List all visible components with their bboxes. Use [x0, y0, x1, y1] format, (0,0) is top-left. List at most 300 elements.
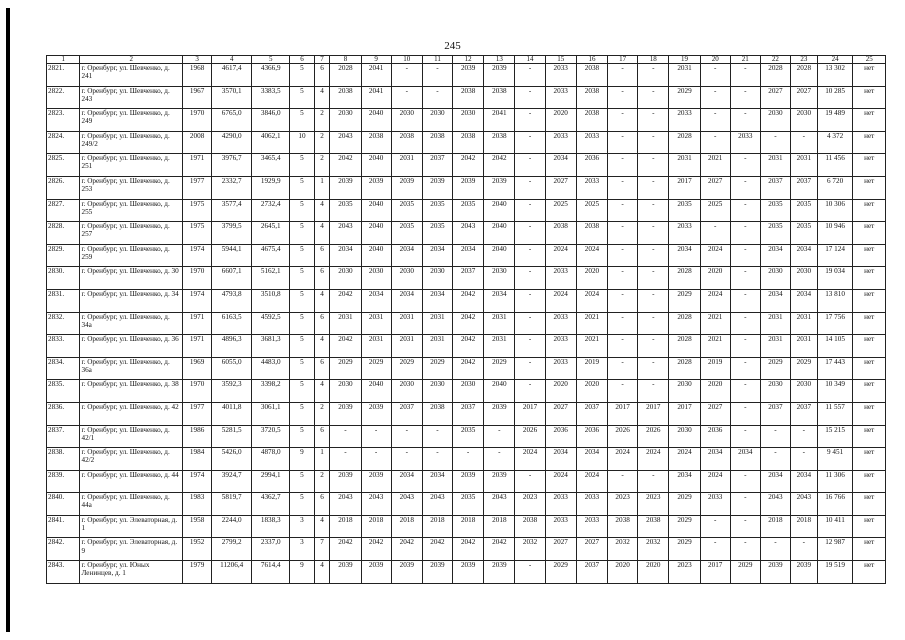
row-number: 2840. — [47, 493, 80, 516]
table-cell: 2028 — [669, 131, 700, 154]
table-cell: - — [608, 176, 638, 199]
table-cell: нет — [853, 312, 886, 335]
table-cell: 2034 — [576, 448, 607, 471]
table-cell: 2039 — [760, 561, 790, 584]
table-cell: - — [391, 448, 422, 471]
table-cell: 2031 — [484, 335, 515, 358]
table-cell: 2039 — [484, 561, 515, 584]
table-cell: 2032 — [515, 538, 545, 561]
table-cell: 10 306 — [817, 199, 853, 222]
table-cell: 2029 — [669, 493, 700, 516]
table-cell: 2017 — [700, 561, 730, 584]
table-cell: - — [730, 289, 760, 312]
table-cell: 2043 — [330, 222, 361, 245]
table-cell: 10 946 — [817, 222, 853, 245]
table-cell: 2033 — [700, 493, 730, 516]
table-cell: 2020 — [576, 267, 607, 290]
table-cell: 2025 — [700, 199, 730, 222]
table-cell: 2034 — [391, 244, 422, 267]
table-cell: 2034 — [391, 289, 422, 312]
table-cell: 2039 — [453, 561, 484, 584]
table-cell: - — [730, 244, 760, 267]
table-cell: 1967 — [183, 86, 212, 109]
table-cell: - — [608, 64, 638, 87]
table-cell: 2030 — [330, 109, 361, 132]
table-cell: 3681,3 — [252, 335, 290, 358]
table-cell: нет — [853, 380, 886, 403]
table-cell: 2038 — [576, 86, 607, 109]
table-cell: 2030 — [361, 267, 391, 290]
table-cell: 2038 — [453, 86, 484, 109]
table-cell: 2030 — [330, 267, 361, 290]
table-cell: 10 — [290, 131, 315, 154]
table-cell: 2645,1 — [252, 222, 290, 245]
table-cell: 2008 — [183, 131, 212, 154]
table-cell: - — [515, 470, 545, 493]
table-cell: 2043 — [422, 493, 452, 516]
register-table — [46, 55, 886, 584]
table-cell: 4366,9 — [252, 64, 290, 87]
table-cell: 2034 — [790, 470, 817, 493]
column-number: 5 — [252, 56, 290, 64]
table-cell: - — [638, 176, 669, 199]
column-number: 9 — [361, 56, 391, 64]
table-cell: 1983 — [183, 493, 212, 516]
table-cell: 6 — [314, 244, 330, 267]
table-cell: 2023 — [669, 561, 700, 584]
table-cell: - — [608, 154, 638, 177]
table-cell: - — [790, 448, 817, 471]
column-number: 10 — [391, 56, 422, 64]
table-cell: 2021 — [700, 154, 730, 177]
table-cell: - — [608, 109, 638, 132]
table-cell: 5944,1 — [212, 244, 252, 267]
table-cell: 3 — [290, 538, 315, 561]
table-cell: 2018 — [422, 515, 452, 538]
table-cell: 5 — [290, 199, 315, 222]
table-cell: 3846,0 — [252, 109, 290, 132]
table-row — [47, 470, 886, 493]
table-cell: 2024 — [700, 289, 730, 312]
table-cell: - — [422, 448, 452, 471]
table-cell: 4 — [314, 199, 330, 222]
column-number: 12 — [453, 56, 484, 64]
table-cell: 2038 — [576, 64, 607, 87]
table-cell: - — [730, 425, 760, 448]
table-cell: 5 — [290, 222, 315, 245]
row-number: 2826. — [47, 176, 80, 199]
table-cell: 1986 — [183, 425, 212, 448]
table-cell: 2035 — [391, 222, 422, 245]
table-cell: 1971 — [183, 154, 212, 177]
table-cell: 19 519 — [817, 561, 853, 584]
table-cell: 2043 — [790, 493, 817, 516]
table-cell: 1968 — [183, 64, 212, 87]
table-cell: 4 372 — [817, 131, 853, 154]
table-cell: 2034 — [730, 448, 760, 471]
column-number: 14 — [515, 56, 545, 64]
table-cell: 2030 — [760, 109, 790, 132]
table-cell: - — [700, 64, 730, 87]
table-cell: - — [730, 402, 760, 425]
table-cell: 2033 — [730, 131, 760, 154]
table-cell: - — [638, 86, 669, 109]
column-number: 3 — [183, 56, 212, 64]
table-cell: 5 — [290, 109, 315, 132]
table-cell: - — [515, 131, 545, 154]
table-cell: 4062,1 — [252, 131, 290, 154]
table-row — [47, 402, 886, 425]
table-row — [47, 267, 886, 290]
table-cell: 2026 — [608, 425, 638, 448]
table-cell: 2034 — [422, 470, 452, 493]
table-cell: 2038 — [576, 109, 607, 132]
table-cell: 2037 — [453, 402, 484, 425]
table-cell: 2027 — [576, 538, 607, 561]
table-cell: 2033 — [576, 493, 607, 516]
table-cell: 1977 — [183, 402, 212, 425]
table-cell: 2042 — [453, 289, 484, 312]
table-cell: 2033 — [545, 312, 576, 335]
table-cell: 6765,0 — [212, 109, 252, 132]
table-cell: 2042 — [361, 538, 391, 561]
table-cell: - — [515, 109, 545, 132]
table-cell: 11 306 — [817, 470, 853, 493]
address: г. Оренбург, ул. Элеваторная, д. 9 — [80, 538, 183, 561]
row-number: 2825. — [47, 154, 80, 177]
table-cell: нет — [853, 109, 886, 132]
table-cell: нет — [853, 244, 886, 267]
table-cell: 2034 — [422, 289, 452, 312]
table-cell: - — [638, 64, 669, 87]
table-cell: - — [515, 357, 545, 380]
table-cell: 2018 — [484, 515, 515, 538]
table-cell: 2042 — [453, 312, 484, 335]
table-cell: 2030 — [484, 267, 515, 290]
table-cell: 2042 — [422, 538, 452, 561]
table-cell: 2033 — [669, 222, 700, 245]
table-row — [47, 64, 886, 87]
address: г. Оренбург, ул. Шевченко, д. 42/1 — [80, 425, 183, 448]
table-cell: - — [608, 131, 638, 154]
table-cell: 2035 — [760, 199, 790, 222]
table-cell: 1 — [314, 176, 330, 199]
table-cell: 2038 — [608, 515, 638, 538]
table-cell: 1984 — [183, 448, 212, 471]
table-cell: - — [700, 222, 730, 245]
table-cell: 2028 — [330, 64, 361, 87]
table-cell: - — [515, 289, 545, 312]
table-cell: 14 105 — [817, 335, 853, 358]
table-cell: 2042 — [330, 289, 361, 312]
table-cell: 2039 — [391, 561, 422, 584]
table-cell: 2031 — [330, 312, 361, 335]
table-cell: 2029 — [330, 357, 361, 380]
table-cell: - — [608, 244, 638, 267]
table-cell: 2040 — [361, 380, 391, 403]
row-number: 2828. — [47, 222, 80, 245]
table-cell: 2039 — [484, 470, 515, 493]
table-cell: 2031 — [422, 312, 452, 335]
address: г. Оренбург, ул. Шевченко, д. 259 — [80, 244, 183, 267]
table-cell: 2020 — [576, 380, 607, 403]
table-cell: 2020 — [700, 380, 730, 403]
table-cell: - — [638, 131, 669, 154]
table-cell: 2017 — [669, 176, 700, 199]
table-cell: 2018 — [391, 515, 422, 538]
table-cell: - — [638, 199, 669, 222]
table-cell: 5162,1 — [252, 267, 290, 290]
table-cell: 2033 — [576, 176, 607, 199]
table-cell: 4592,5 — [252, 312, 290, 335]
table-cell: 2039 — [361, 176, 391, 199]
table-cell: 5 — [290, 289, 315, 312]
table-cell: 13 810 — [817, 289, 853, 312]
table-cell: 2031 — [484, 312, 515, 335]
table-row — [47, 515, 886, 538]
table-cell: 2031 — [669, 154, 700, 177]
table-cell: 4896,3 — [212, 335, 252, 358]
table-cell: 2039 — [330, 176, 361, 199]
table-cell: 2035 — [669, 199, 700, 222]
table-cell: - — [515, 199, 545, 222]
table-cell: 2030 — [760, 380, 790, 403]
table-cell: 5 — [290, 244, 315, 267]
table-cell: 2031 — [361, 335, 391, 358]
table-cell: 2027 — [790, 86, 817, 109]
table-cell: 2034 — [760, 244, 790, 267]
table-cell: 2037 — [391, 402, 422, 425]
table-cell: - — [484, 448, 515, 471]
table-cell: 5 — [290, 402, 315, 425]
table-cell: 1970 — [183, 267, 212, 290]
table-cell: 2030 — [790, 267, 817, 290]
table-cell: 4 — [314, 561, 330, 584]
table-cell: - — [608, 199, 638, 222]
table-cell: 2018 — [361, 515, 391, 538]
table-cell: 2043 — [330, 493, 361, 516]
table-cell: 2031 — [361, 312, 391, 335]
table-cell: - — [730, 109, 760, 132]
table-cell: 2023 — [638, 493, 669, 516]
table-cell: - — [391, 86, 422, 109]
table-cell: 2034 — [760, 289, 790, 312]
table-row — [47, 493, 886, 516]
table-cell: 2033 — [576, 131, 607, 154]
table-cell: - — [730, 267, 760, 290]
table-cell: 3465,4 — [252, 154, 290, 177]
table-cell: 3570,1 — [212, 86, 252, 109]
table-cell: - — [608, 380, 638, 403]
table-cell: нет — [853, 402, 886, 425]
table-cell: 2042 — [330, 538, 361, 561]
table-cell: 5 — [290, 86, 315, 109]
table-cell: 2038 — [545, 222, 576, 245]
table-cell: 2030 — [790, 109, 817, 132]
table-cell: 2037 — [576, 402, 607, 425]
table-cell: 2024 — [669, 448, 700, 471]
table-cell: 2042 — [453, 538, 484, 561]
table-cell: - — [608, 222, 638, 245]
table-cell: - — [515, 244, 545, 267]
address: г. Оренбург, ул. Шевченко, д. 249 — [80, 109, 183, 132]
table-cell: 2018 — [453, 515, 484, 538]
table-cell: - — [760, 448, 790, 471]
table-cell: 2026 — [638, 425, 669, 448]
table-cell: 2024 — [576, 470, 607, 493]
table-cell: 2039 — [484, 402, 515, 425]
table-cell: 4617,4 — [212, 64, 252, 87]
table-cell: 2042 — [484, 154, 515, 177]
table-cell: 2799,2 — [212, 538, 252, 561]
table-row — [47, 199, 886, 222]
table-cell: нет — [853, 335, 886, 358]
table-cell: 2035 — [330, 199, 361, 222]
table-cell: 2039 — [361, 561, 391, 584]
table-cell: 2030 — [790, 380, 817, 403]
table-cell: 6 — [314, 493, 330, 516]
table-cell: 2021 — [700, 312, 730, 335]
table-cell: 2030 — [391, 109, 422, 132]
table-cell: 2034 — [391, 470, 422, 493]
table-cell: - — [638, 357, 669, 380]
table-cell: 3799,5 — [212, 222, 252, 245]
table-cell: 2029 — [422, 357, 452, 380]
table-cell: 2035 — [790, 222, 817, 245]
table-cell: 2024 — [576, 244, 607, 267]
table-cell: 6 — [314, 357, 330, 380]
table-cell: 2024 — [638, 448, 669, 471]
table-cell: 2033 — [545, 267, 576, 290]
table-cell: 2 — [314, 470, 330, 493]
table-row — [47, 357, 886, 380]
table-cell: 5 — [290, 312, 315, 335]
table-cell: нет — [853, 131, 886, 154]
table-cell: - — [515, 154, 545, 177]
table-cell: 2029 — [790, 357, 817, 380]
table-cell: 2042 — [453, 335, 484, 358]
table-cell: 2018 — [790, 515, 817, 538]
row-number: 2839. — [47, 470, 80, 493]
table-cell: - — [638, 289, 669, 312]
table-cell: 2034 — [422, 244, 452, 267]
table-cell: 2021 — [576, 312, 607, 335]
table-cell: 2038 — [638, 515, 669, 538]
address: г. Оренбург, ул. Шевченко, д. 253 — [80, 176, 183, 199]
table-cell: 5 — [290, 154, 315, 177]
table-cell: 2019 — [700, 357, 730, 380]
table-cell: 2039 — [453, 64, 484, 87]
table-cell: 2027 — [545, 176, 576, 199]
table-cell: 2037 — [760, 402, 790, 425]
table-cell: 2031 — [760, 154, 790, 177]
table-cell: 9 — [290, 448, 315, 471]
table-cell: - — [730, 154, 760, 177]
table-cell: 2040 — [361, 222, 391, 245]
table-cell: 5 — [290, 425, 315, 448]
table-cell: 2031 — [790, 312, 817, 335]
table-cell: 2029 — [545, 561, 576, 584]
table-cell: нет — [853, 222, 886, 245]
table-cell: 4675,4 — [252, 244, 290, 267]
address: г. Оренбург, ул. Шевченко, д. 257 — [80, 222, 183, 245]
table-cell: 1971 — [183, 335, 212, 358]
table-row — [47, 335, 886, 358]
table-cell: 2027 — [700, 402, 730, 425]
table-cell: 5 — [290, 267, 315, 290]
table-cell: 17 756 — [817, 312, 853, 335]
table-cell: 4 — [314, 515, 330, 538]
table-cell: 2040 — [484, 199, 515, 222]
table-cell: 2039 — [330, 561, 361, 584]
row-number: 2834. — [47, 357, 80, 380]
table-cell: 2043 — [330, 131, 361, 154]
table-cell: 4362,7 — [252, 493, 290, 516]
address: г. Оренбург, ул. Шевченко, д. 44а — [80, 493, 183, 516]
table-cell: 2034 — [545, 448, 576, 471]
row-number: 2829. — [47, 244, 80, 267]
table-cell: 2036 — [576, 154, 607, 177]
table-cell: 2029 — [484, 357, 515, 380]
table-cell: 2043 — [391, 493, 422, 516]
table-cell: 2028 — [760, 64, 790, 87]
table-cell: 2024 — [576, 289, 607, 312]
row-number: 2843. — [47, 561, 80, 584]
table-cell: - — [330, 425, 361, 448]
table-cell: 2027 — [545, 402, 576, 425]
table-cell: 2030 — [391, 267, 422, 290]
address: г. Оренбург, ул. Шевченко, д. 34а — [80, 312, 183, 335]
table-cell: 2337,0 — [252, 538, 290, 561]
column-number: 8 — [330, 56, 361, 64]
table-cell: - — [422, 64, 452, 87]
table-cell: нет — [853, 425, 886, 448]
table-cell: 1952 — [183, 538, 212, 561]
table-cell: 2040 — [484, 380, 515, 403]
column-number: 20 — [700, 56, 730, 64]
table-cell: 2030 — [330, 380, 361, 403]
table-cell: нет — [853, 176, 886, 199]
table-cell: - — [700, 538, 730, 561]
table-cell: 2026 — [515, 425, 545, 448]
table-cell: 2017 — [515, 402, 545, 425]
table-cell: - — [638, 335, 669, 358]
table-cell: 2332,7 — [212, 176, 252, 199]
row-number: 2824. — [47, 131, 80, 154]
table-cell: - — [361, 425, 391, 448]
table-row — [47, 131, 886, 154]
table-cell: 4 — [314, 289, 330, 312]
table-cell: 12 987 — [817, 538, 853, 561]
table-cell: 5 — [290, 64, 315, 87]
binding-bar — [6, 8, 10, 632]
table-cell: 2 — [314, 109, 330, 132]
table-cell: - — [730, 176, 760, 199]
table-cell: - — [638, 470, 669, 493]
table-cell: 2030 — [669, 425, 700, 448]
table-row — [47, 109, 886, 132]
address: г. Оренбург, ул. Шевченко, д. 255 — [80, 199, 183, 222]
table-cell: - — [422, 425, 452, 448]
table-cell: 2039 — [422, 561, 452, 584]
table-row — [47, 425, 886, 448]
table-cell: 2033 — [545, 515, 576, 538]
table-cell: 4290,0 — [212, 131, 252, 154]
table-cell: нет — [853, 357, 886, 380]
table-cell: 1979 — [183, 561, 212, 584]
table-cell: 6607,1 — [212, 267, 252, 290]
table-cell: 2033 — [545, 493, 576, 516]
